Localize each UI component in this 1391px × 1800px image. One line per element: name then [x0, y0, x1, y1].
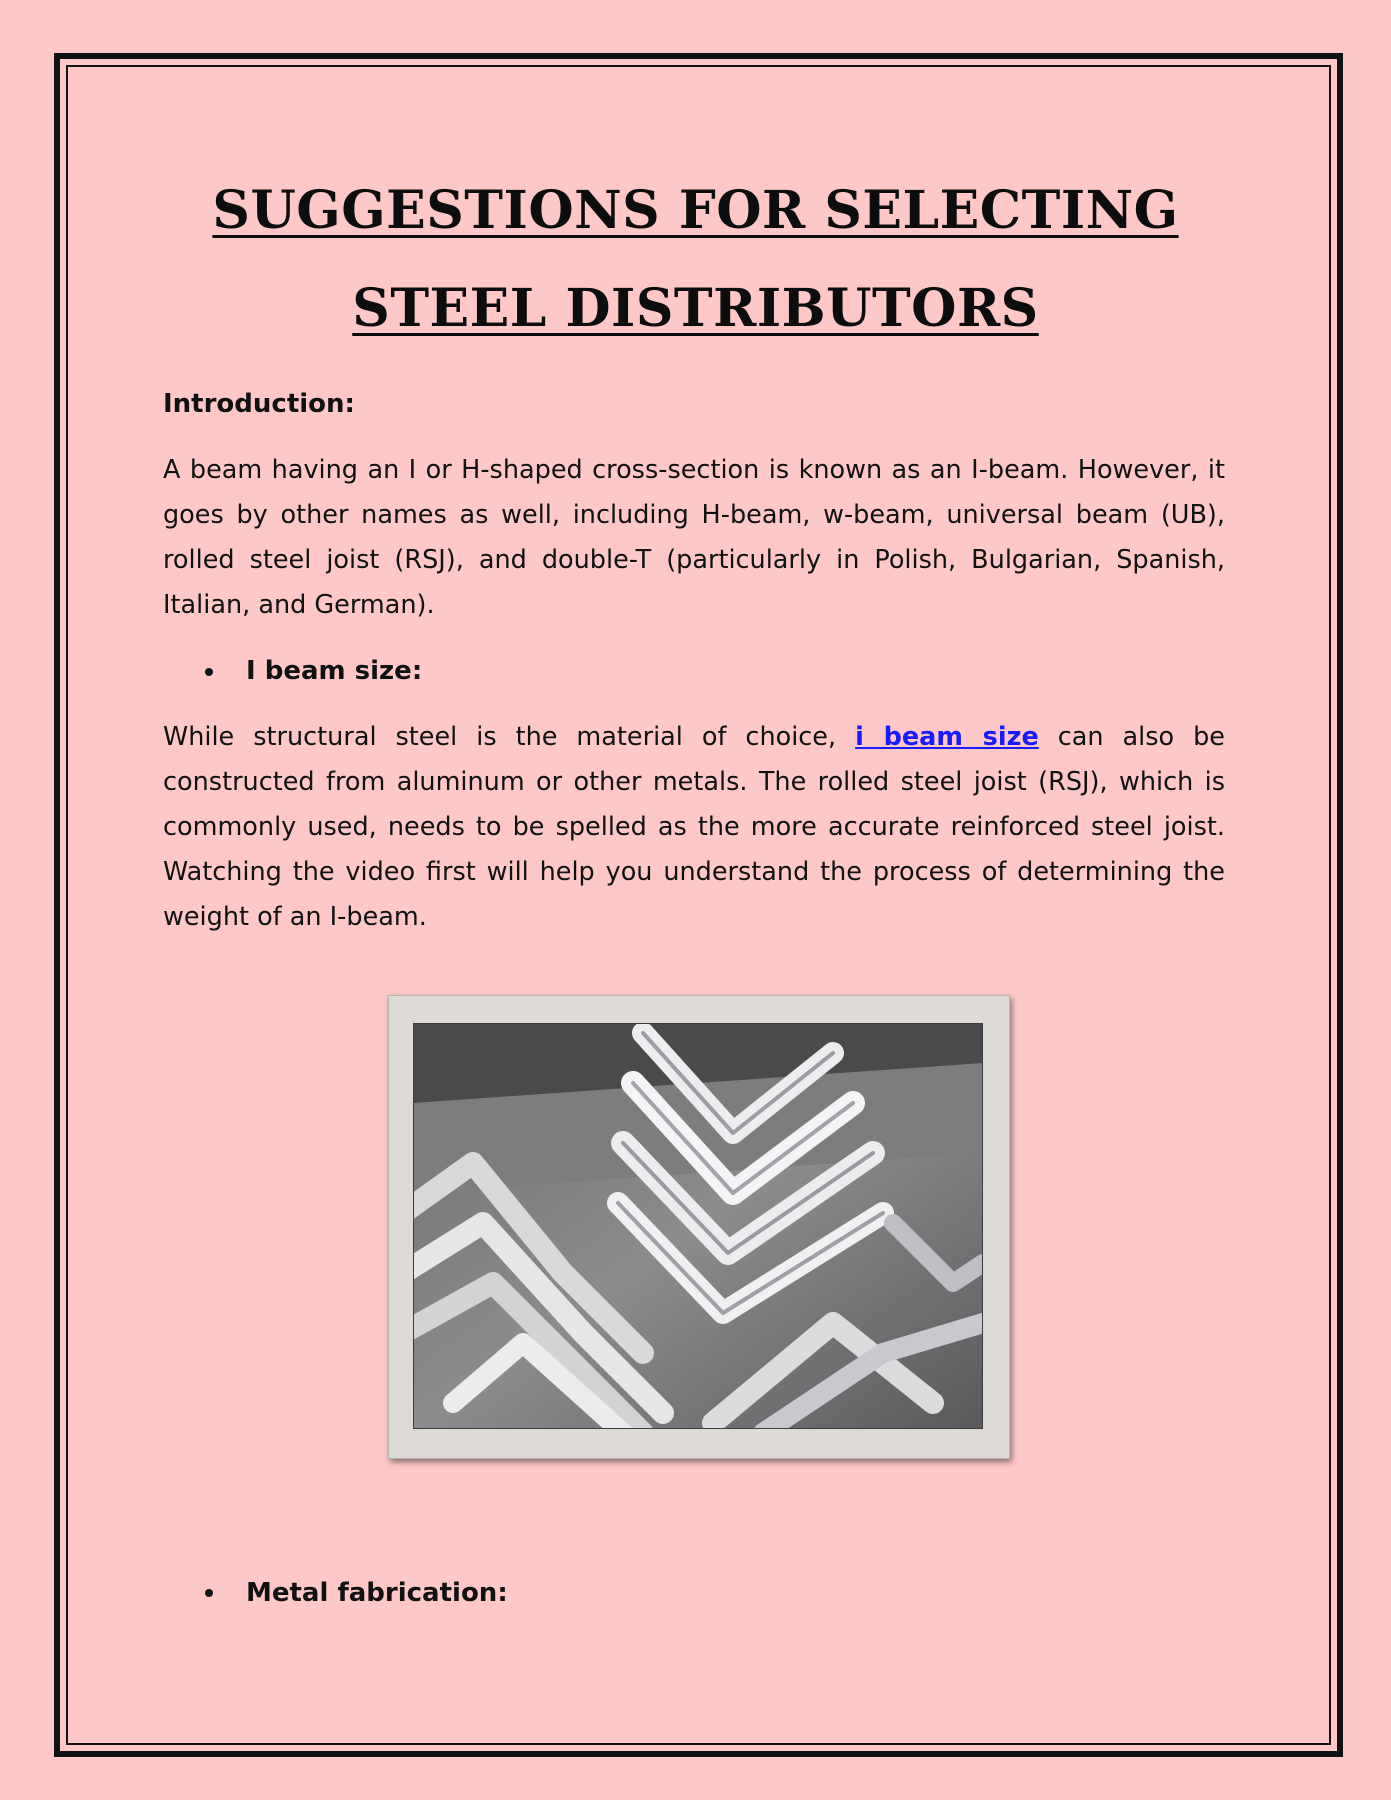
bullet-icon	[205, 1589, 213, 1597]
ibeam-text-after: can also be constructed from aluminum or other metals. The rolled steel joist (RSJ), which is commonly used, needs to be spelled as the more accurate reinforced steel joist. Watching the video first will help you understand the process of determining the weight of an I-beam.	[163, 722, 1225, 932]
page-title-line-1: SUGGESTIONS FOR SELECTING	[212, 180, 1179, 241]
ibeam-text-before: While structural steel is the material of choice,	[163, 722, 856, 752]
ibeam-bullet-label: I beam size:	[246, 656, 423, 686]
fabrication-bullet	[163, 1578, 1063, 1608]
document-body	[163, 382, 1225, 961]
ibeam-size-link[interactable]: i beam size	[855, 722, 1039, 752]
steel-angles-image	[413, 1023, 983, 1429]
page-title-line-2: STEEL DISTRIBUTORS	[352, 278, 1039, 339]
ibeam-paragraph	[163, 715, 1225, 940]
steel-angles-photo	[388, 995, 1010, 1459]
fabrication-bullet-label: Metal fabrication:	[246, 1578, 508, 1608]
intro-paragraph: A beam having an I or H-shaped cross-section is known as an I-beam. However, it goes by other names as well, including H-beam, w-beam, universal beam (UB), rolled steel joist (RSJ), and double-T (particularly in Polish, Bulgarian, Spanish, Italian, and German).	[163, 455, 1225, 620]
intro-heading: Introduction:	[163, 389, 355, 419]
ibeam-bullet	[163, 649, 1225, 694]
bullet-icon	[205, 668, 213, 676]
